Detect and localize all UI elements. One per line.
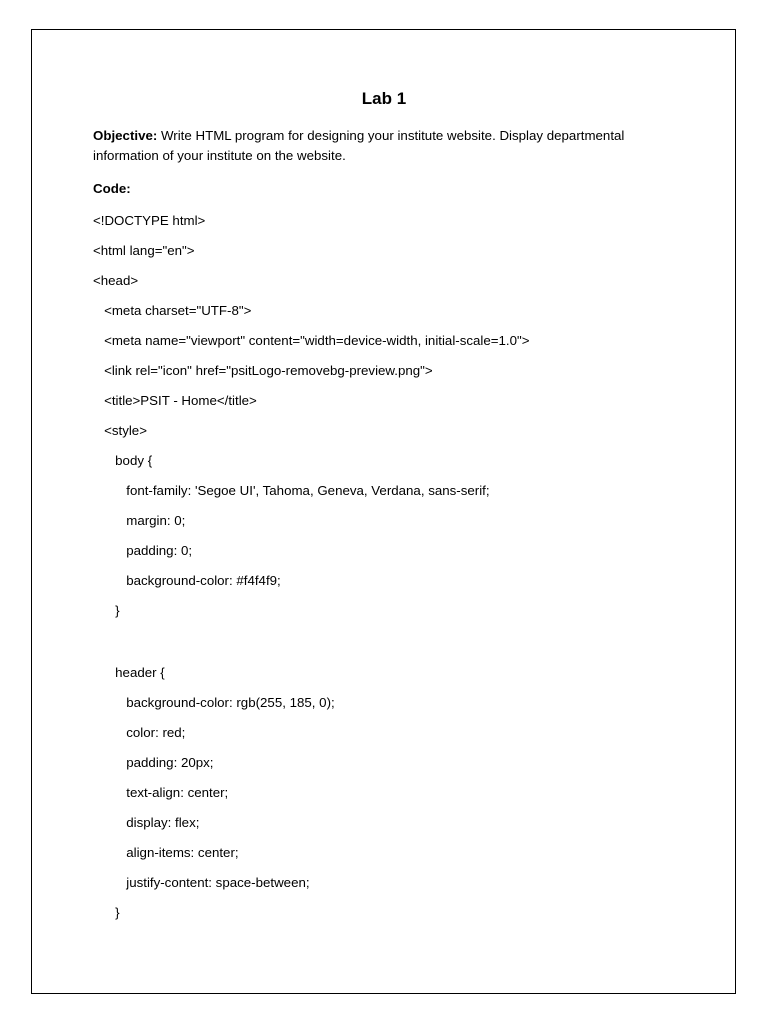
code-line: header { bbox=[93, 665, 165, 680]
code-line: margin: 0; bbox=[93, 513, 186, 528]
code-line: align-items: center; bbox=[93, 845, 239, 860]
code-line: <meta name="viewport" content="width=device-width, initial-scale=1.0"> bbox=[93, 333, 530, 348]
objective-label: Objective: bbox=[93, 128, 158, 143]
page-title: Lab 1 bbox=[361, 89, 407, 108]
code-line: <!DOCTYPE html> bbox=[93, 213, 206, 228]
code-line: display: flex; bbox=[93, 815, 200, 830]
objective-paragraph bbox=[93, 126, 683, 166]
code-line: } bbox=[93, 603, 120, 618]
code-line: <meta charset="UTF-8"> bbox=[93, 303, 252, 318]
code-line: <title>PSIT - Home</title> bbox=[93, 393, 257, 408]
code-line: text-align: center; bbox=[93, 785, 229, 800]
code-label: Code: bbox=[93, 181, 131, 196]
code-line: background-color: rgb(255, 185, 0); bbox=[93, 695, 335, 710]
objective-text: Write HTML program for designing your institute website. Display departmental information of your institute on the website. bbox=[93, 128, 625, 163]
code-line: color: red; bbox=[93, 725, 186, 740]
code-line: <style> bbox=[93, 423, 147, 438]
code-line: <link rel="icon" href="psitLogo-removebg-preview.png"> bbox=[93, 363, 433, 378]
code-line: background-color: #f4f4f9; bbox=[93, 573, 281, 588]
code-line: padding: 0; bbox=[93, 543, 193, 558]
code-line bbox=[93, 631, 713, 663]
code-line: padding: 20px; bbox=[93, 755, 214, 770]
code-line: font-family: 'Segoe UI', Tahoma, Geneva, Verdana, sans-serif; bbox=[93, 483, 490, 498]
code-line: justify-content: space-between; bbox=[93, 875, 310, 890]
code-line: <html lang="en"> bbox=[93, 243, 195, 258]
code-block bbox=[93, 211, 713, 933]
code-line: body { bbox=[93, 453, 153, 468]
code-line: <head> bbox=[93, 273, 139, 288]
code-line: } bbox=[93, 905, 120, 920]
